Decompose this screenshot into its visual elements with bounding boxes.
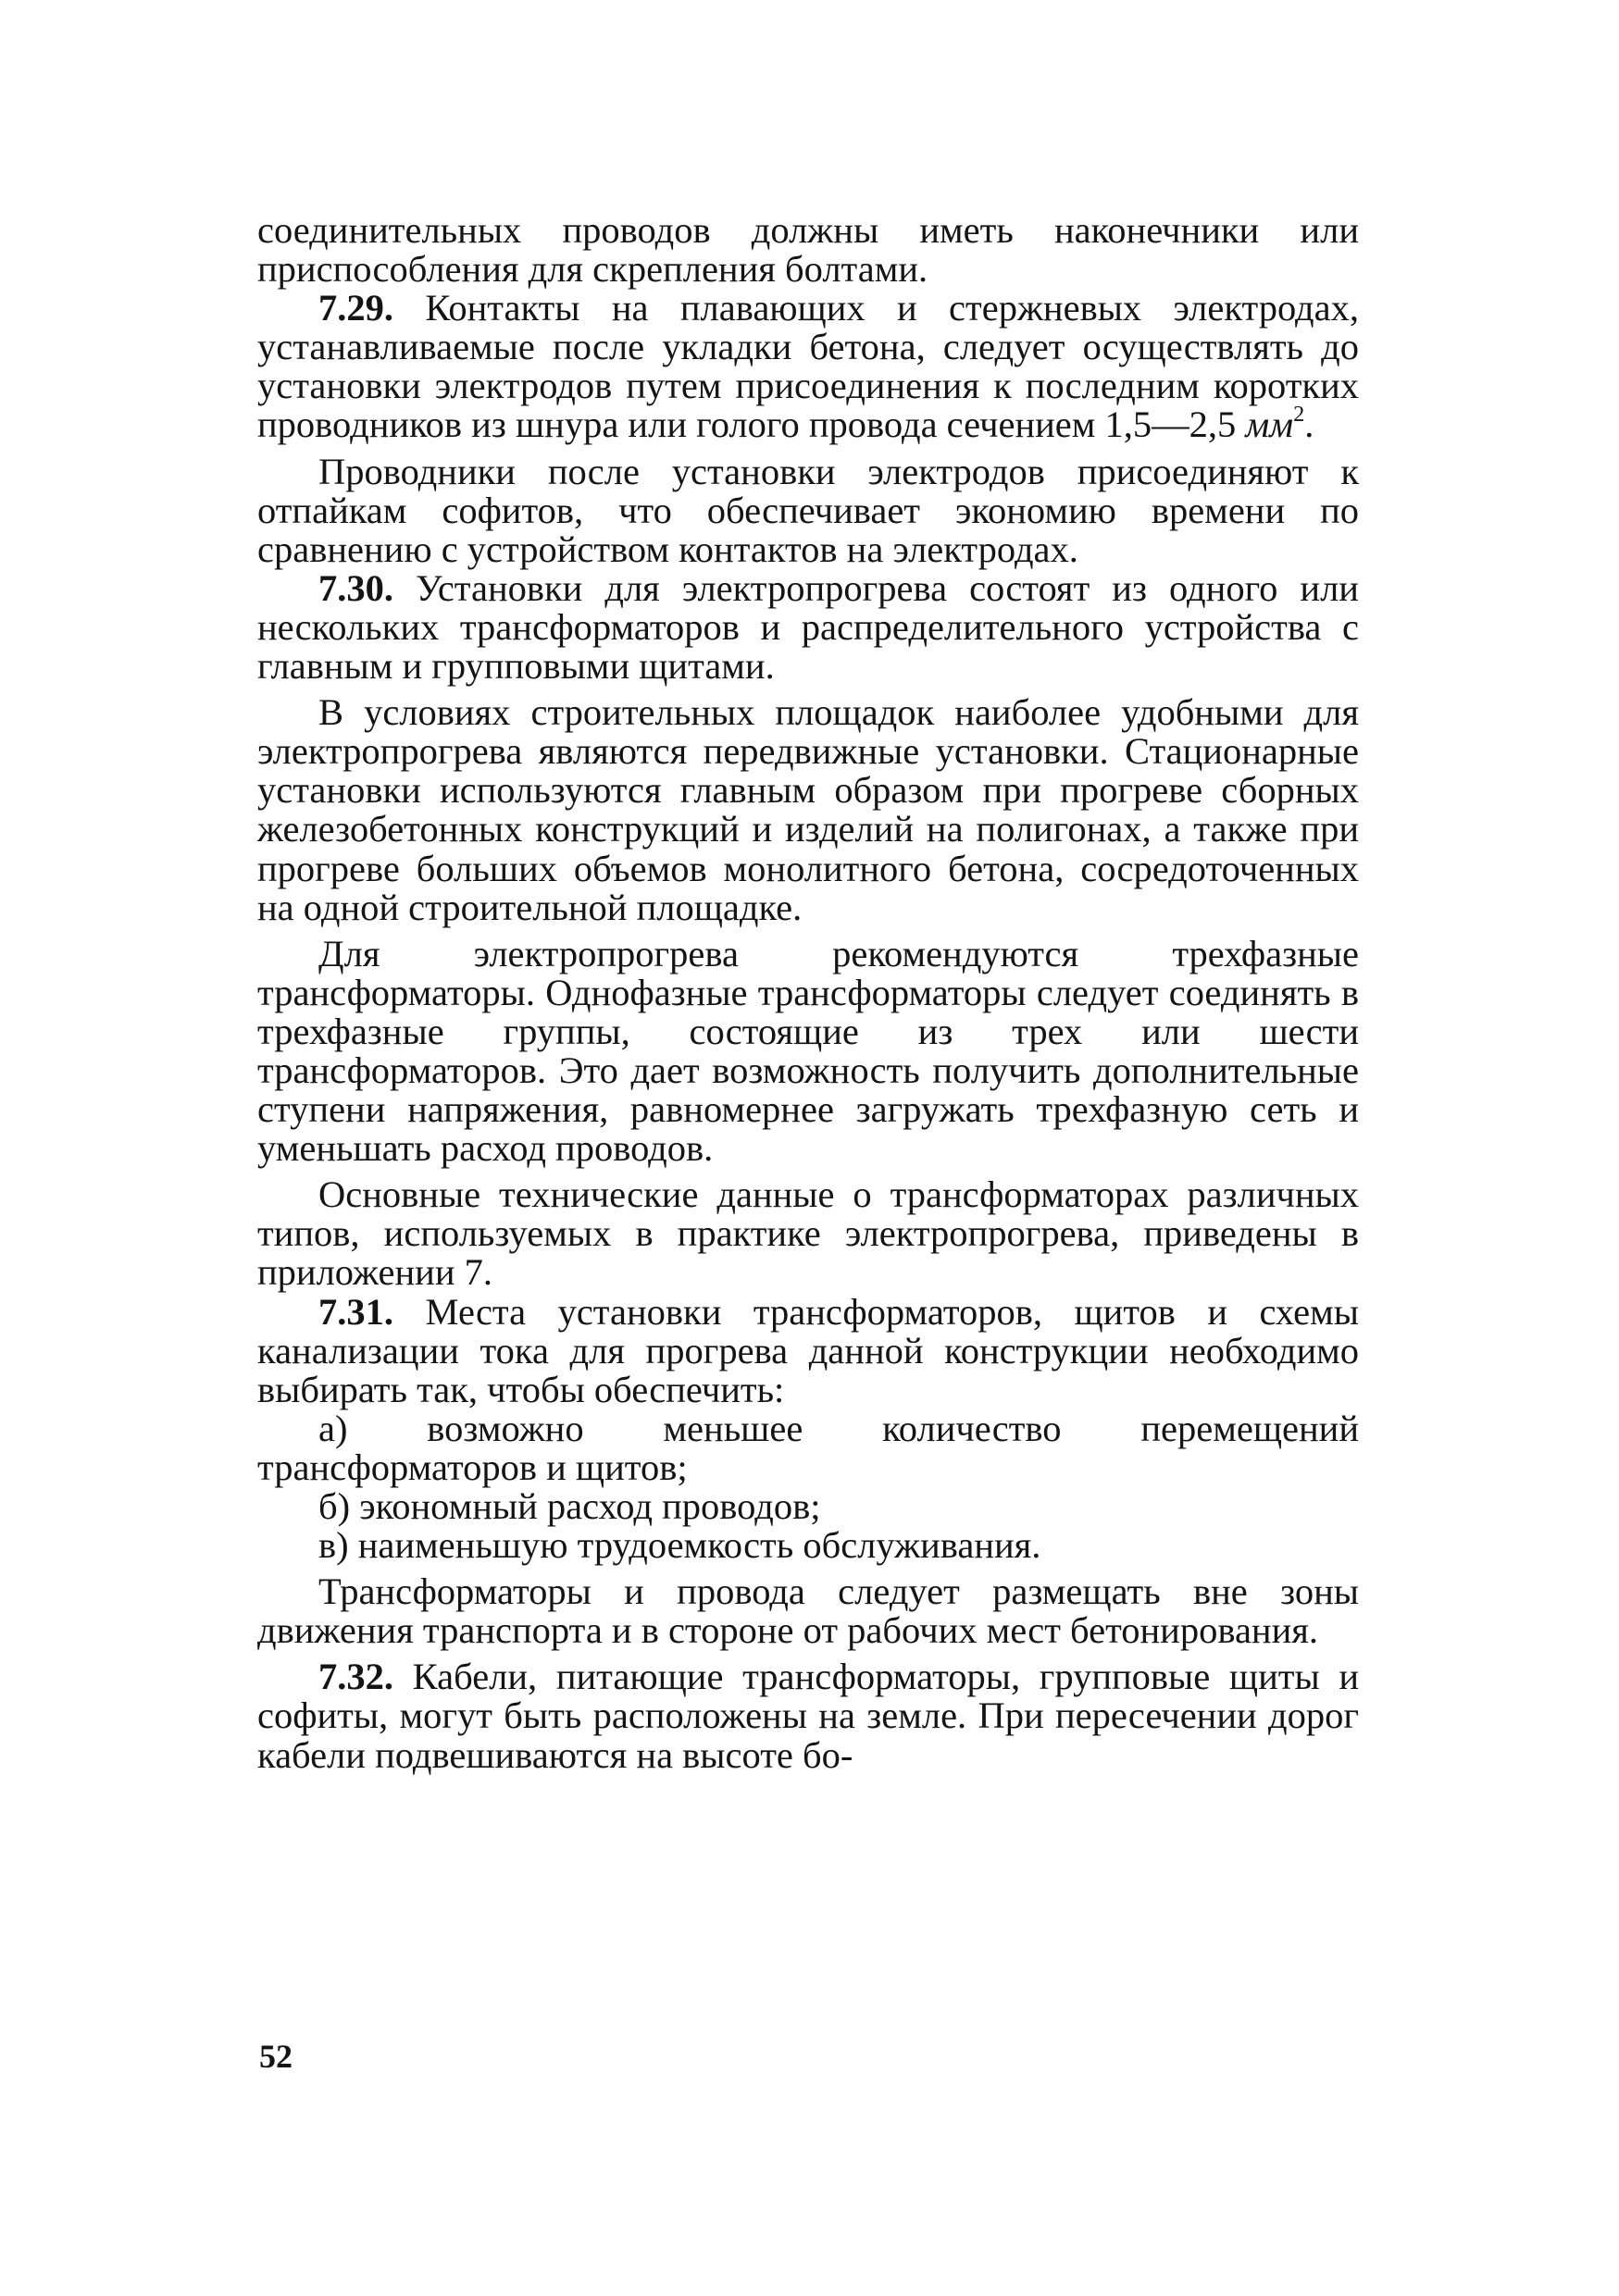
paragraph: В условиях строительных площадок наиболее удобными для электропрогрева являются передвижные установки. Стационарные установки используются главным образом при прогреве сборных железобетонных конструкций и изделий на полигонах, а также при прогреве больших объемов монолитного бетона, сосредоточенных на одной строительной площадке.	[257, 691, 1359, 928]
list-item-v: в) наименьшую трудоемкость обслуживания.	[318, 1524, 1041, 1567]
superscript: 2	[1293, 402, 1305, 428]
clause-number: 7.29.	[318, 287, 393, 329]
paragraph-text: Контакты на плавающих и стержневых электродах, устанавливаемые после укладки бетона, следует осуществлять до установки электродов путем присоединения к последним коротких проводников из шнура или голого провода сечением 1,5—2,5	[257, 287, 1359, 446]
clause-number: 7.30.	[318, 566, 393, 609]
paragraph-text: Кабели, питающие трансформаторы, групповые щиты и софиты, могут быть расположены на земле. При пересечении дорог кабели подвешиваются на высоте бо-	[257, 1656, 1359, 1776]
list-item-b: б) экономный расход проводов;	[318, 1485, 821, 1527]
unit-text: мм	[1245, 403, 1294, 446]
paragraph-end: .	[1304, 403, 1314, 446]
paragraph-text: Места установки трансформаторов, щитов и схемы канализации тока для прогрева данной конструкции необходимо выбирать так, чтобы обеспечить:	[257, 1290, 1359, 1410]
paragraph: Проводники после установки электродов присоединяют к отпайкам софитов, что обеспечивает экономию времени по сравнению с устройством контактов на электродах.	[257, 450, 1359, 570]
page-number: 52	[259, 2038, 293, 2075]
paragraph-text: Установки для электропрогрева состоят из одного или нескольких трансформаторов и распределительного устройства с главным и групповыми щитами.	[257, 566, 1359, 688]
paragraph: Для электропрогрева рекомендуются трехфазные трансформаторы. Однофазные трансформаторы следует соединять в трехфазные группы, состоящие из трех или шести трансформаторов. Это дает возможность получить дополнительные ступени напряжения, равномернее загружать трехфазную сеть и уменьшать расход проводов.	[257, 932, 1359, 1170]
list-item-a: а) возможно меньшее количество перемещений трансформаторов и щитов;	[257, 1407, 1359, 1488]
paragraph: Основные технические данные о трансформаторах различных типов, используемых в практике электропрогрева, приведены в приложении 7.	[257, 1173, 1359, 1294]
paragraph-7-32	[257, 1657, 1359, 1774]
paragraph-continuation: соединительных проводов должны иметь наконечники или приспособления для скрепления болтами.	[257, 209, 1359, 291]
paragraph-7-30	[257, 566, 1359, 688]
clause-number: 7.32.	[318, 1656, 393, 1698]
body-text	[257, 211, 1359, 1775]
paragraph-7-31	[257, 1290, 1359, 1410]
paragraph-7-29	[257, 289, 1359, 444]
clause-number: 7.31.	[318, 1290, 393, 1333]
paragraph: Трансформаторы и провода следует размещать вне зоны движения транспорта и в стороне от рабочих мест бетонирования.	[257, 1570, 1359, 1652]
